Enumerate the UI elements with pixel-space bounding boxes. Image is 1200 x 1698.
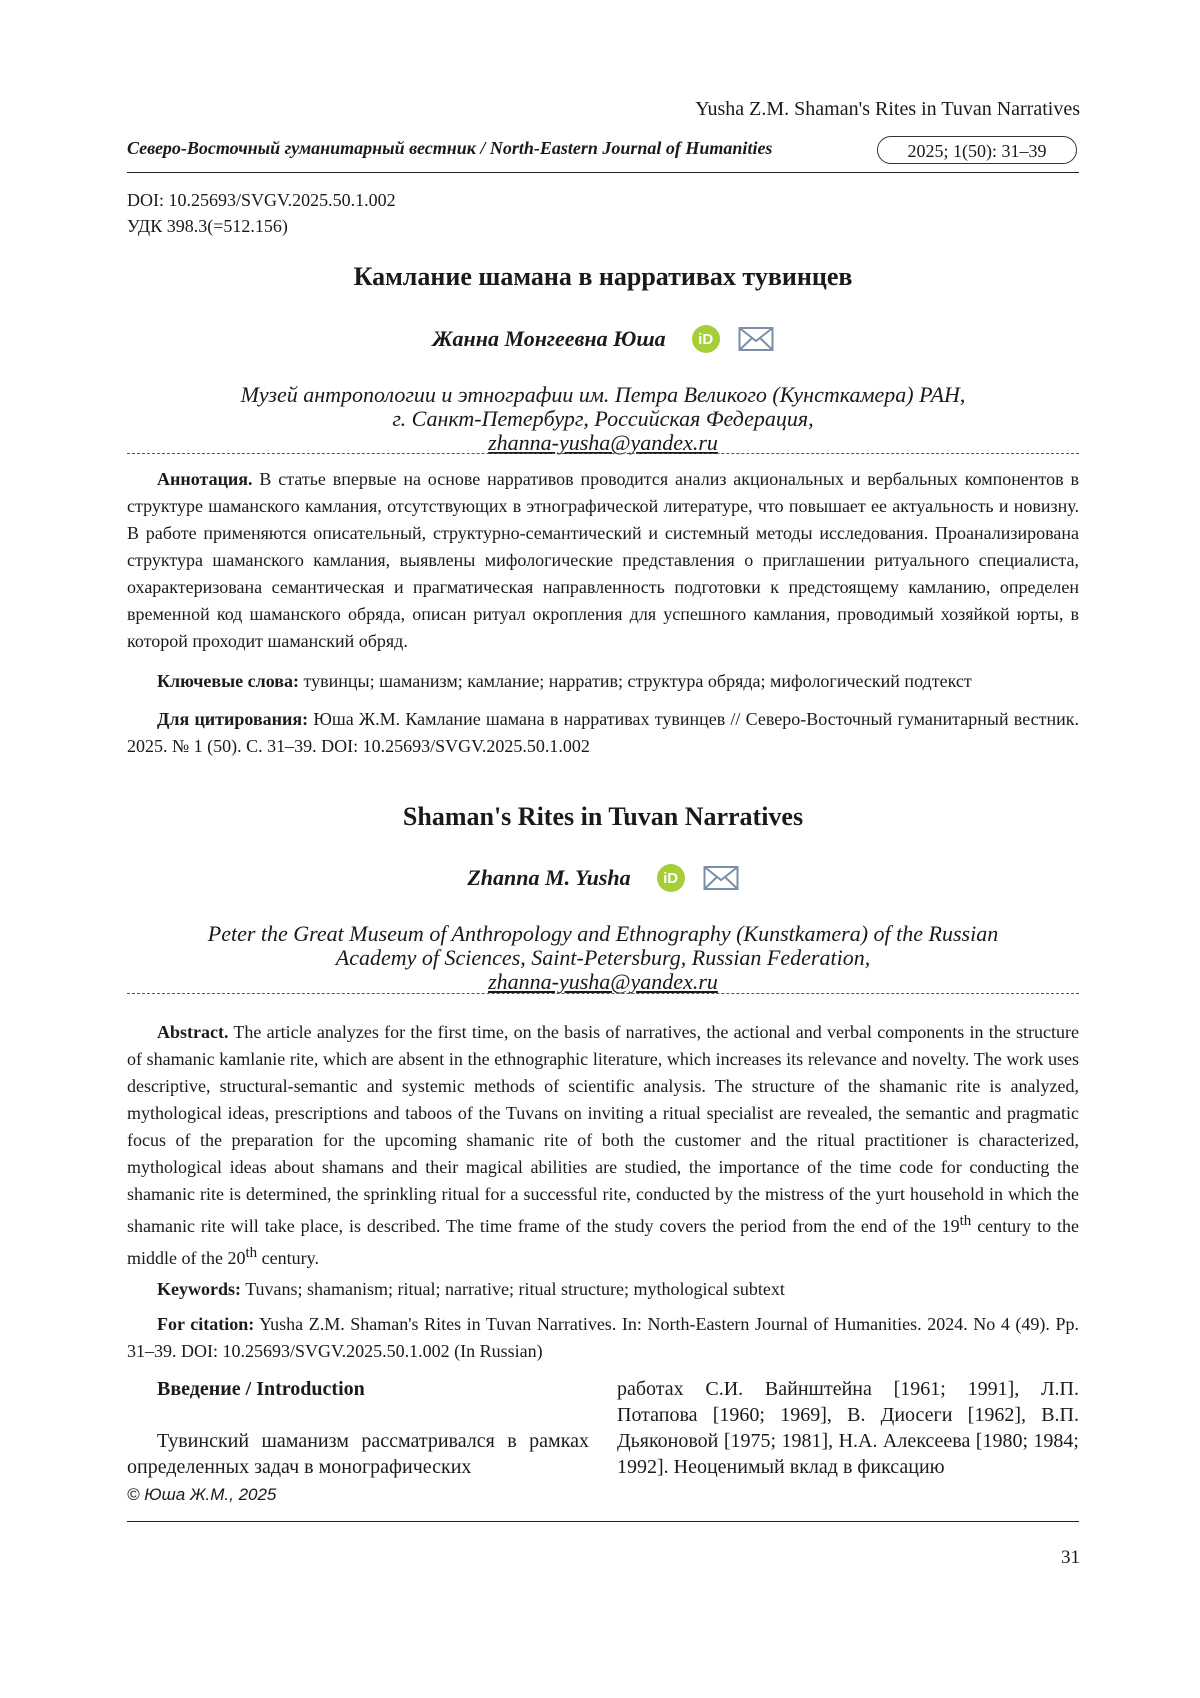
dashed-divider: [127, 453, 1079, 454]
doi[interactable]: DOI: 10.25693/SVGV.2025.50.1.002: [127, 190, 396, 210]
citation-ru: [127, 706, 1079, 760]
superscript: th: [959, 1213, 972, 1229]
keywords-label: Keywords:: [157, 1279, 241, 1299]
section-heading: Введение / Introduction: [157, 1378, 365, 1400]
citation-label: For citation:: [157, 1314, 255, 1334]
author-row-ru: [127, 325, 1079, 353]
abstract-en: [127, 1019, 1079, 1272]
right-column: [617, 1376, 1079, 1480]
citation-label: Для цитирования:: [157, 709, 309, 729]
body-paragraph: Тувинский шаманизм рассматривался в рамках определенных задач в монографических: [127, 1430, 589, 1478]
copyright-notice: © Юша Ж.М., 2025: [127, 1485, 277, 1504]
udk-code: УДК 398.3(=512.156): [127, 216, 288, 236]
mail-icon[interactable]: [738, 325, 774, 353]
author-email-ru[interactable]: zhanna-yusha@yandex.ru: [488, 430, 718, 455]
abstract-text: century.: [257, 1248, 319, 1268]
affiliation-line: Academy of Sciences, Saint-Petersburg, Russian Federation,: [335, 945, 871, 970]
left-column: [127, 1376, 589, 1480]
article-title-en: Shaman's Rites in Tuvan Narratives: [402, 802, 804, 831]
orcid-icon[interactable]: iD: [692, 325, 720, 353]
abstract-ru: [127, 466, 1079, 655]
author-name-en: Zhanna M. Yusha: [467, 865, 631, 890]
affiliation-line: г. Санкт-Петербург, Российская Федерация,: [392, 406, 814, 431]
superscript: th: [245, 1245, 258, 1261]
page-number: 31: [1061, 1547, 1080, 1568]
author-name-ru: Жанна Монгеевна Юша: [432, 326, 666, 351]
running-title: Yusha Z.M. Shaman's Rites in Tuvan Narratives: [695, 98, 1080, 120]
header-divider: [127, 172, 1079, 173]
dashed-divider: [127, 993, 1079, 994]
abstract-text: century to the middle of the 20: [127, 1216, 1079, 1268]
keywords-ru: [127, 668, 1079, 695]
body-paragraph: работах С.И. Вайнштейна [1961; 1991], Л.П. Потапова [1960; 1969], В. Диосеги [1962], В.П. Дьяконовой [1975; 1981], Н.А. Алексеева [1980; 1984; 1992]. Неоценимый вклад в фиксацию: [617, 1378, 1079, 1478]
body-columns: [127, 1376, 1079, 1476]
orcid-icon[interactable]: iD: [657, 864, 685, 892]
affiliation-line: Музей антропологии и этнографии им. Петра Великого (Кунсткамера) РАН,: [240, 382, 966, 407]
affiliation-en: [127, 922, 1079, 994]
citation-text: Юша Ж.М. Камлание шамана в нарративах тувинцев // Северо-Восточный гуманитарный вестник. 2025. № 1 (50). С. 31–39. DOI: 10.25693/SVGV.2025.50.1.002: [127, 709, 1079, 756]
author-row-en: [127, 864, 1079, 892]
affiliation-line: Peter the Great Museum of Anthropology and Ethnography (Kunstkamera) of the Russian: [207, 921, 999, 946]
issue-badge: 2025; 1(50): 31–39: [877, 136, 1077, 164]
abstract-label: Аннотация.: [157, 469, 253, 489]
citation-text: Yusha Z.M. Shaman's Rites in Tuvan Narratives. In: North-Eastern Journal of Humanities. 2024. No 4 (49). Pp. 31–39. DOI: 10.25693/SVGV.2025.50.1.002 (In Russian): [127, 1314, 1079, 1361]
abstract-text: В статье впервые на основе нарративов проводится анализ акциональных и вербальных компонентов в структуре шаманского камлания, отсутствующих в этнографической литературе, что повышает ее актуальность и новизну. В работе применяются описательный, структурно-семантический и системный методы исследования. Проанализирована структура шаманского камлания, выявлены мифологические представления о приглашении ритуального специалиста, охарактеризована семантическая и прагматическая направленность подготовки к предстоящему камланию, определен временной код шаманского обряда, описан ритуал окропления для успешного камлания, проводимый хозяйкой юрты, в которой проходит шаманский обряд.: [127, 469, 1080, 651]
abstract-text: The article analyzes for the first time, on the basis of narratives, the actional and verbal components in the structure of shamanic kamlanie rite, which are absent in the ethnographic literature, which increases its relevance and novelty. The work uses descriptive, structural-semantic and systemic methods of scientific analysis. The structure of the shamanic rite is analyzed, mythological ideas, prescriptions and taboos of the Tuvans on inviting a ritual specialist are revealed, the semantic and pragmatic focus of the preparation for the upcoming shamanic rite of both the customer and the ritual practitioner is characterized, mythological ideas about shamans and their magical abilities are studied, the importance of the time code for conducting the shamanic rite is determined, the sprinkling ritual for a successful rite, conducted by the mistress of the yurt household in which the shamanic rite will take place, is described. The time frame of the study covers the period from the end of the 19: [127, 1022, 1079, 1236]
author-email-en[interactable]: zhanna-yusha@yandex.ru: [488, 969, 718, 994]
citation-en: [127, 1311, 1079, 1365]
journal-name: Северо-Восточный гуманитарный вестник / North-Eastern Journal of Humanities: [127, 138, 773, 158]
keywords-en: [127, 1276, 1079, 1303]
footer-divider: [127, 1521, 1079, 1522]
mail-icon[interactable]: [703, 864, 739, 892]
affiliation-ru: [127, 383, 1079, 455]
abstract-label: Abstract.: [157, 1022, 229, 1042]
keywords-label: Ключевые слова:: [157, 671, 299, 691]
article-title-ru: Камлание шамана в нарративах тувинцев: [353, 262, 853, 291]
keywords-text: тувинцы; шаманизм; камлание; нарратив; структура обряда; мифологический подтекст: [303, 671, 972, 691]
keywords-text: Tuvans; shamanism; ritual; narrative; ritual structure; mythological subtext: [245, 1279, 785, 1299]
